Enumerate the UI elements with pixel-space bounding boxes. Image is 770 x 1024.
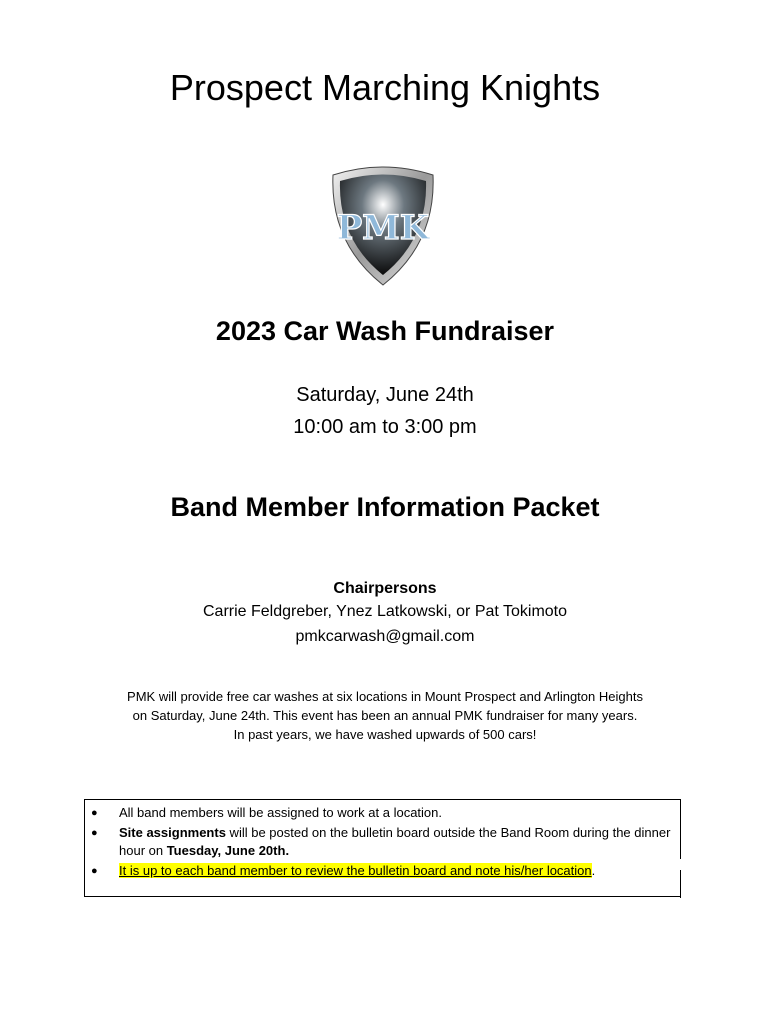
list-item: [85, 804, 675, 822]
note-text-end: .: [285, 843, 290, 858]
note-text-end: .: [591, 863, 596, 878]
notes-list: [85, 804, 675, 882]
box-border-segment: [680, 799, 681, 859]
organization-title: Prospect Marching Knights: [169, 67, 601, 108]
intro-paragraph: [0, 687, 770, 744]
packet-title: Band Member Information Packet: [170, 492, 600, 522]
list-item: [85, 824, 675, 860]
note-text: will be posted on the bulletin board outside the Band Room during the dinner hour on: [119, 825, 671, 858]
event-time: 10:00 am to 3:00 pm: [293, 416, 477, 438]
notes-box: [84, 799, 680, 897]
logo-letters: PMK: [336, 208, 430, 248]
bullet-icon: ●: [91, 827, 98, 839]
note-text: All band members will be assigned to work at a location.: [119, 805, 442, 820]
intro-line: In past years, we have washed upwards of 500 cars!: [233, 727, 537, 742]
chairpersons-heading: Chairpersons: [333, 580, 437, 597]
highlighted-note: It is up to each band member to review the bulletin board and note his/her location: [119, 863, 592, 878]
event-date: Saturday, June 24th: [296, 384, 474, 406]
event-title: 2023 Car Wash Fundraiser: [215, 316, 555, 346]
bullet-icon: ●: [91, 807, 98, 819]
list-item: [85, 862, 675, 880]
note-bold-date: Tuesday, June 20th: [166, 843, 286, 858]
note-bold: Site assignments: [119, 825, 226, 840]
intro-line: on Saturday, June 24th. This event has been an annual PMK fundraiser for many years.: [132, 708, 638, 723]
bullet-icon: ●: [91, 865, 98, 877]
pmk-shield-logo: [328, 163, 438, 287]
chairpersons-names: Carrie Feldgreber, Ynez Latkowski, or Pat Tokimoto: [202, 603, 568, 620]
intro-line: PMK will provide free car washes at six locations in Mount Prospect and Arlington Heights: [127, 689, 643, 704]
box-border-segment: [680, 870, 681, 898]
chairpersons-email: pmkcarwash@gmail.com: [295, 628, 475, 645]
